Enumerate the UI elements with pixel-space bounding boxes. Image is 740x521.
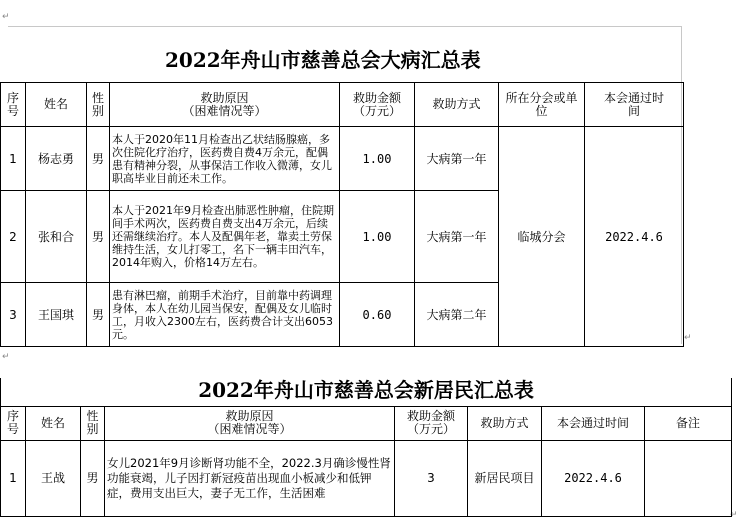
paragraph-mark: ↵ [684,333,692,343]
date-cell: 2022.4.6 [585,127,684,347]
table-row [1,440,732,516]
header-method: 救助方式 [415,83,499,127]
header-seq: 序号 [1,83,26,127]
table2-title: 2022年舟山市慈善总会新居民汇总表 [198,378,534,403]
row-reason: 患有淋巴瘤，前期手术治疗，目前靠中药调理身体，本人在幼儿园当保安，配偶及女儿临时工，月收入2300左右，医药费合计支出6053元。 [110,283,340,347]
table2-title-cell [1,378,732,406]
row-gender: 男 [81,440,105,516]
table-row [1,127,684,191]
header-reason: 救助原因 （困难情况等） [105,406,395,440]
row-amount: 1.00 [340,127,415,191]
table2 [0,378,732,517]
header-reason: 救助原因 （困难情况等） [110,83,340,127]
margin-guide-top [8,26,681,27]
row-gender: 男 [87,127,110,191]
row-amount: 1.00 [340,191,415,283]
row-gender: 男 [87,191,110,283]
row-seq: 1 [1,127,26,191]
header-name: 姓名 [26,406,81,440]
header-amount: 救助金额 （万元） [395,406,468,440]
row-reason: 本人于2020年11月检查出乙状结肠腺癌，多次住院化疗治疗，医药费自费4万余元，配偶患有精神分裂，从事保洁工作收入微薄，女儿职高毕业目前还未工作。 [110,127,340,191]
table1 [0,82,684,347]
header-gender: 性别 [81,406,105,440]
row-seq: 3 [1,283,26,347]
paragraph-mark: ↵ [2,12,10,22]
header-seq: 序号 [1,406,26,440]
header-date: 本会通过时间 [585,83,684,127]
table1-title: 2022年舟山市慈善总会大病汇总表 [165,48,481,72]
row-method: 大病第一年 [415,191,499,283]
header-amount: 救助金额 （万元） [340,83,415,127]
row-amount: 3 [395,440,468,516]
row-reason: 本人于2021年9月检查出肺恶性肿瘤，住院期间手术两次，医药费自费支出4万余元，后续还需继续治疗。本人及配偶年老，靠卖土劳保维持生活，女儿打零工，名下一辆丰田汽车，2014年购入，价格14万左右。 [110,191,340,283]
row-method: 大病第一年 [415,127,499,191]
row-method: 大病第二年 [415,283,499,347]
row-amount: 0.60 [340,283,415,347]
header-name: 姓名 [26,83,87,127]
paragraph-mark: ↵ [730,510,738,520]
header-method: 救助方式 [468,406,542,440]
row-name: 杨志勇 [26,127,87,191]
row-name: 王国琪 [26,283,87,347]
row-reason: 女儿2021年9月诊断肾功能不全，2022.3月确诊慢性肾功能衰竭，儿子因打新冠疫苗出现血小板减少和低钾症，费用支出巨大，妻子无工作，生活困难 [105,440,395,516]
row-method: 新居民项目 [468,440,542,516]
paragraph-mark: ↵ [2,352,10,362]
row-name: 张和合 [26,191,87,283]
header-branch: 所在分会或单位 [499,83,585,127]
row-seq: 2 [1,191,26,283]
row-name: 王战 [26,440,81,516]
branch-cell: 临城分会 [499,127,585,347]
row-remark [645,440,732,516]
row-gender: 男 [87,283,110,347]
row-seq: 1 [1,440,26,516]
row-date: 2022.4.6 [542,440,645,516]
header-date: 本会通过时间 [542,406,645,440]
header-gender: 性别 [87,83,110,127]
header-remark: 备注 [645,406,732,440]
